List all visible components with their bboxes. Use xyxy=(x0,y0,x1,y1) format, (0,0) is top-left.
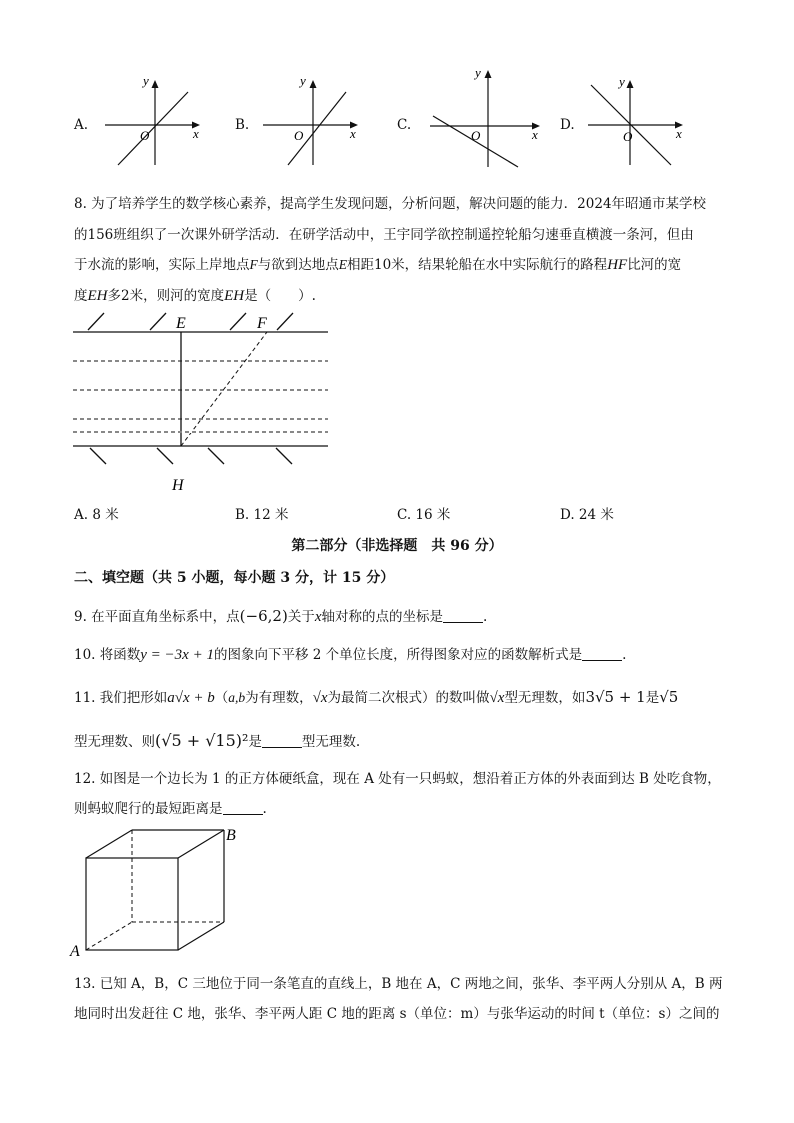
q10: 10. 将函数y = −3x + 1的图象向下平移 2 个单位长度，所得图象对应的函数解析式是 . xyxy=(74,647,627,663)
q8-option-a: A. 8 米 xyxy=(74,507,119,523)
q13-line-1: 13. 已知 A，B，C 三地位于同一条笔直的直线上，B 地在 A，C 两地之间，张华、李平两人分别从 A，B 两 xyxy=(74,976,723,992)
option-d-letter: D. xyxy=(560,117,575,133)
q8-option-c: C. 16 米 xyxy=(397,507,451,523)
q10-answer-blank xyxy=(582,646,622,661)
river-figure xyxy=(70,308,335,498)
q12-answer-blank xyxy=(223,800,263,815)
svg-text:y: y xyxy=(300,73,306,88)
option-b-letter: B. xyxy=(235,117,250,133)
x-axis-label: x xyxy=(193,126,199,141)
svg-text:O: O xyxy=(623,129,633,144)
label-b: B xyxy=(226,827,236,844)
svg-text:x: x xyxy=(350,126,356,141)
label-e: E xyxy=(176,315,186,332)
q12-line-1: 12. 如图是一个边长为 1 的正方体硬纸盒，现在 A 处有一只蚂蚁，想沿着正方体的外表面到达 B 处吃食物， xyxy=(74,771,721,787)
svg-text:y: y xyxy=(475,65,481,80)
option-a-letter: A. xyxy=(74,117,89,133)
q8-option-b: B. 12 米 xyxy=(235,507,289,523)
graph-option-d xyxy=(583,70,693,170)
q8-line-3: 于水流的影响，实际上岸地点F与欲到达地点E相距10米，结果轮船在水中实际航行的路程HF比河的宽 xyxy=(74,257,682,273)
q11-line-1: 11. 我们把形如a√x + b（a,b为有理数，√x为最简二次根式）的数叫做√x型无理数，如3√5 + 1是√5 xyxy=(74,688,679,706)
graph-option-b xyxy=(258,70,368,170)
cube-figure xyxy=(66,820,246,960)
graph-option-a xyxy=(100,70,210,170)
svg-text:x: x xyxy=(676,126,682,141)
label-h: H xyxy=(172,477,184,494)
svg-text:y: y xyxy=(619,74,625,89)
q8-option-d: D. 24 米 xyxy=(560,507,614,523)
q11-line-2: 型无理数、则(√5 + √15)²是 型无理数. xyxy=(74,731,361,750)
svg-text:x: x xyxy=(532,127,538,142)
label-a: A xyxy=(70,943,80,960)
origin-label: O xyxy=(140,128,150,143)
q13-line-2: 地同时出发赶往 C 地，张华、李平两人距 C 地的距离 s（单位：m）与张华运动的时间 t（单位：s）之间的 xyxy=(74,1006,720,1022)
section2-header: 二、填空题（共 5 小题，每小题 3 分，计 15 分） xyxy=(74,570,395,586)
y-axis-label: y xyxy=(143,73,149,88)
q9-answer-blank xyxy=(443,608,483,623)
svg-text:O: O xyxy=(294,128,304,143)
q12-line-2: 则蚂蚁爬行的最短距离是 . xyxy=(74,801,267,817)
q8-line-4: 度EH多2米，则河的宽度EH是（ ）. xyxy=(74,288,316,304)
q8-line-1: 8. 为了培养学生的数学核心素养，提高学生发现问题，分析问题，解决问题的能力．2024年昭通市某学校 xyxy=(74,196,707,212)
q8-line-2: 的156班组织了一次课外研学活动．在研学活动中，王宇同学欲控制遥控轮船匀速垂直横渡一条河，但由 xyxy=(74,227,694,243)
graph-option-c xyxy=(425,62,550,172)
label-f: F xyxy=(257,315,267,332)
q9: 9. 在平面直角坐标系中，点(−6,2)关于x轴对称的点的坐标是 . xyxy=(74,607,488,625)
part2-header: 第二部分（非选择题 共 96 分） xyxy=(291,538,503,554)
q11-answer-blank xyxy=(262,733,302,748)
svg-text:O: O xyxy=(471,128,481,143)
option-c-letter: C. xyxy=(397,117,412,133)
